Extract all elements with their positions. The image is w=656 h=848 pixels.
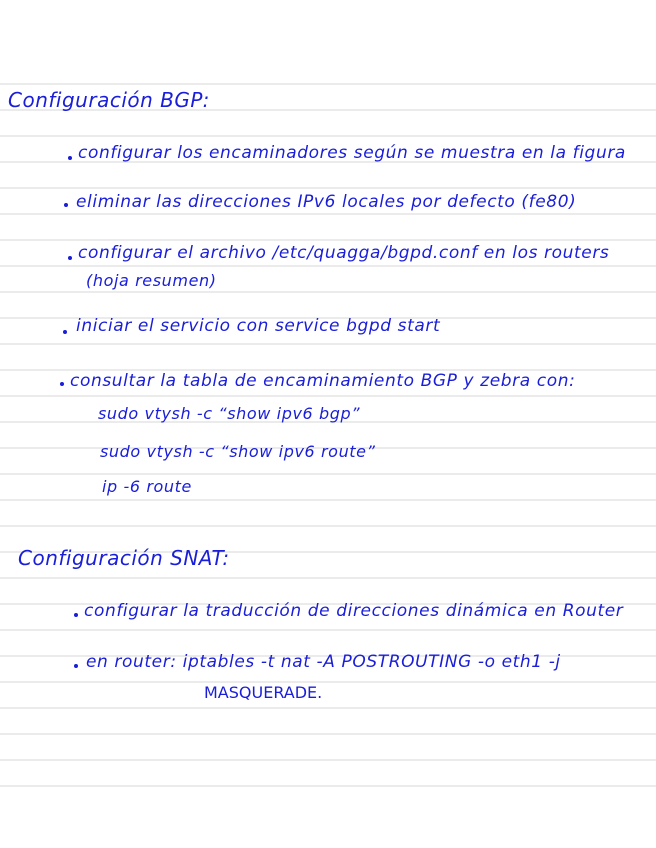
bgp-item-1: configurar los encaminadores según se muestra en la figura <box>78 143 626 163</box>
bgp-item-3: configurar el archivo /etc/quagga/bgpd.conf en los routers <box>78 243 610 263</box>
bullet-icon <box>63 330 67 334</box>
bullet-icon <box>64 203 68 207</box>
snat-item-2: en router: iptables -t nat -A POSTROUTING -o eth1 -j <box>86 652 561 672</box>
bgp-command-1: sudo vtysh -c “show ipv6 bgp” <box>98 404 361 423</box>
bgp-section-heading: Configuración BGP: <box>8 88 210 112</box>
bullet-icon <box>68 156 72 160</box>
snat-section-heading: Configuración SNAT: <box>18 546 230 570</box>
snat-item-2-continuation: MASQUERADE. <box>204 683 323 702</box>
snat-item-1: configurar la traducción de direcciones dinámica en Router <box>84 601 624 621</box>
bullet-icon <box>68 256 72 260</box>
bullet-icon <box>74 613 78 617</box>
bullet-icon <box>60 382 64 386</box>
bgp-command-3: ip -6 route <box>102 477 192 496</box>
bgp-item-3-note: (hoja resumen) <box>86 271 217 290</box>
bgp-command-2: sudo vtysh -c “show ipv6 route” <box>100 442 376 461</box>
bgp-item-5: consultar la tabla de encaminamiento BGP y zebra con: <box>70 371 576 391</box>
bgp-item-2: eliminar las direcciones IPv6 locales por defecto (fe80) <box>76 192 577 212</box>
bgp-item-4: iniciar el servicio con service bgpd start <box>76 316 441 336</box>
bullet-icon <box>74 664 78 668</box>
